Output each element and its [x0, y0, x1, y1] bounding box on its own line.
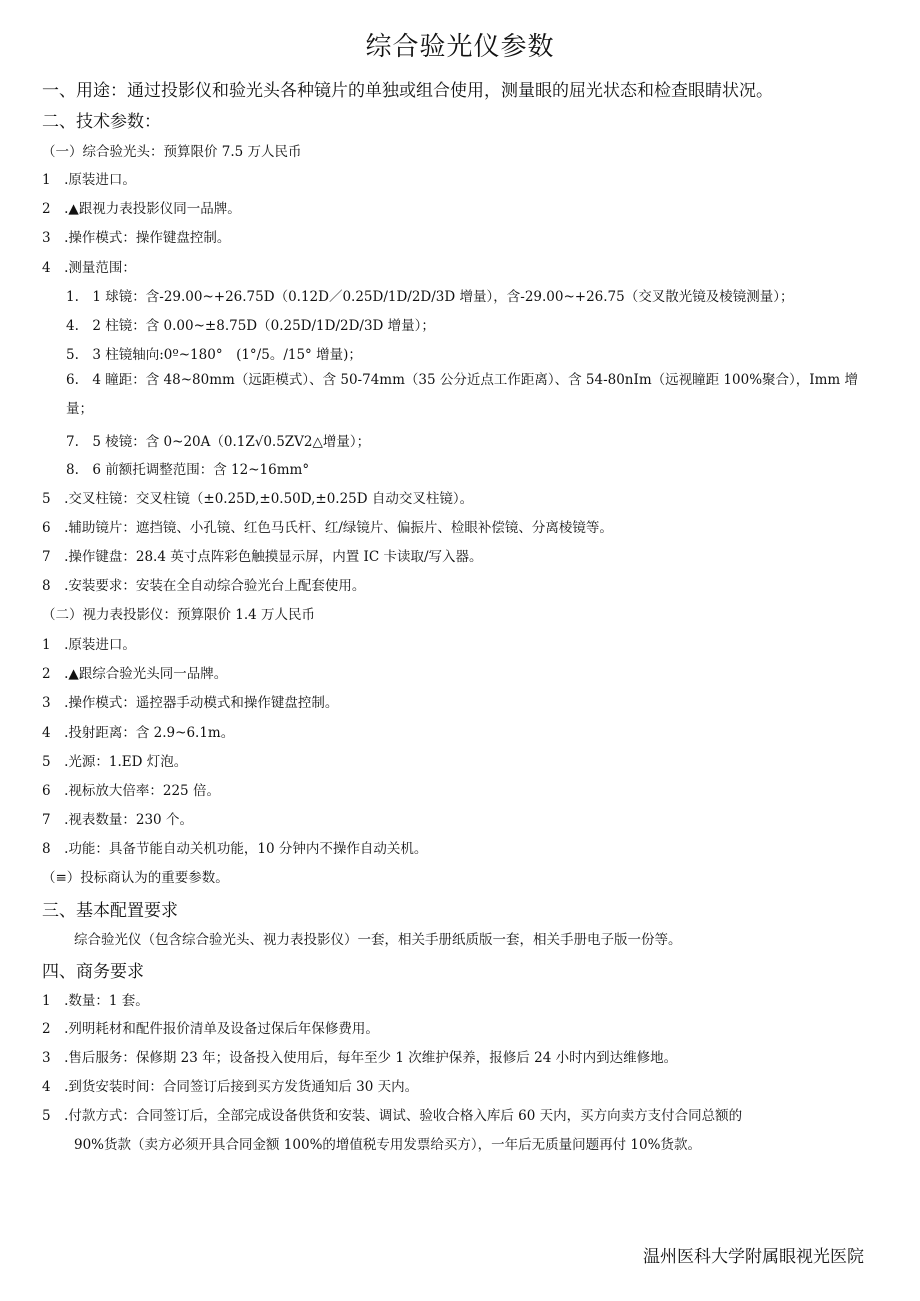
list-item: 5 .付款方式：合同签订后，全部完成设备供货和安装、调试、验收合格入库后 60 天内，买方向卖方支付合同总额的: [42, 1108, 743, 1124]
list-item: 8 .功能：具备节能自动关机功能，10 分钟内不操作自动关机。: [42, 841, 428, 857]
list-item: 4 .投射距离：含 2.9~6.1m。: [42, 725, 235, 741]
hospital-name: 温州医科大学附属眼视光医院: [643, 1247, 864, 1267]
section-basic-config: 三、基本配置要求: [42, 901, 178, 921]
list-item: 4 .到货安装时间：合同签订后接到买方发货通知后 30 天内。: [42, 1079, 419, 1095]
list-item: 7. 5 棱镜：含 0~20A（0.1Z√0.5ZV2△增量）；: [66, 434, 371, 450]
section-usage: 一、用途：通过投影仪和验光头各种镜片的单独或组合使用，测量眼的屈光状态和检查眼睛状况。: [42, 81, 773, 101]
subsection-important-params: （≡）投标商认为的重要参数。: [42, 870, 229, 886]
list-item: 1 .数量：1 套。: [42, 993, 149, 1009]
section-tech-params: 二、技术参数：: [42, 112, 161, 132]
list-item: 4. 2 柱镜：含 0.00~±8.75D（0.25D/1D/2D/3D 增量）；: [66, 318, 435, 334]
list-item: 5 .交叉柱镜：交叉柱镜（±0.25D,±0.50D,±0.25D 自动交叉柱镜）。: [42, 491, 474, 507]
list-item: 3 .操作模式：操作键盘控制。: [42, 230, 231, 246]
list-item: 7 .操作键盘：28.4 英寸点阵彩色触摸显示屏，内置 IC 卡读取/写入器。: [42, 549, 483, 565]
list-item: 8. 6 前额托调整范围：含 12~16mm°: [66, 462, 310, 478]
subsection-chart-projector: （二）视力表投影仪：预算限价 1.4 万人民币: [42, 607, 316, 623]
list-item: 3 .售后服务：保修期 23 年；设备投入使用后，每年至少 1 次维护保养，报修后 24 小时内到达维修地。: [42, 1050, 678, 1066]
list-item: 3 .操作模式：遥控器手动模式和操作键盘控制。: [42, 695, 339, 711]
list-item: 4 .测量范围：: [42, 260, 136, 276]
list-item: 6. 4 瞳距：含 48~80mm（远距模式）、含 50-74mm（35 公分近点工作距离）、含 54-80nIm（远视瞳距 100%聚合），Imm 增量；: [66, 372, 859, 417]
list-item: 8 .安装要求：安装在全自动综合验光台上配套使用。: [42, 578, 366, 594]
list-item: 1 .原装进口。: [42, 637, 136, 653]
list-item: 5. 3 柱镜轴向:0º~180° (1°/5。/15° 增量)；: [66, 347, 362, 363]
list-item: 7 .视表数量：230 个。: [42, 812, 193, 828]
list-item: 1 .原装进口。: [42, 172, 136, 188]
subsection-refractor-head: （一）综合验光头：预算限价 7.5 万人民币: [42, 144, 302, 160]
list-item: 2 .列明耗材和配件报价清单及设备过保后年保修费用。: [42, 1021, 379, 1037]
list-item: 5 .光源：1.ED 灯泡。: [42, 754, 188, 770]
list-item: 2 .▲跟视力表投影仪同一品牌。: [42, 201, 241, 217]
document-title: 综合验光仪参数: [365, 32, 555, 62]
list-item: 6 .视标放大倍率：225 倍。: [42, 783, 220, 799]
basic-config-text: 综合验光仪（包含综合验光头、视力表投影仪）一套，相关手册纸质版一套，相关手册电子版一份等。: [74, 932, 682, 948]
list-item: 1. 1 球镜：含-29.00~+26.75D（0.12D／0.25D/1D/2D/3D 增量），含-29.00~+26.75（交叉散光镜及棱镜测量）；: [66, 289, 794, 305]
list-item-continuation: 90%货款（卖方必须开具合同金额 100%的增值税专用发票给买方），一年后无质量问题再付 10%货款。: [74, 1137, 701, 1153]
list-item: 2 .▲跟综合验光头同一品牌。: [42, 666, 228, 682]
section-business: 四、商务要求: [42, 962, 144, 982]
list-item: 6 .辅助镜片：遮挡镜、小孔镜、红色马氏杆、红/绿镜片、偏振片、检眼补偿镜、分离棱镜等。: [42, 520, 613, 536]
